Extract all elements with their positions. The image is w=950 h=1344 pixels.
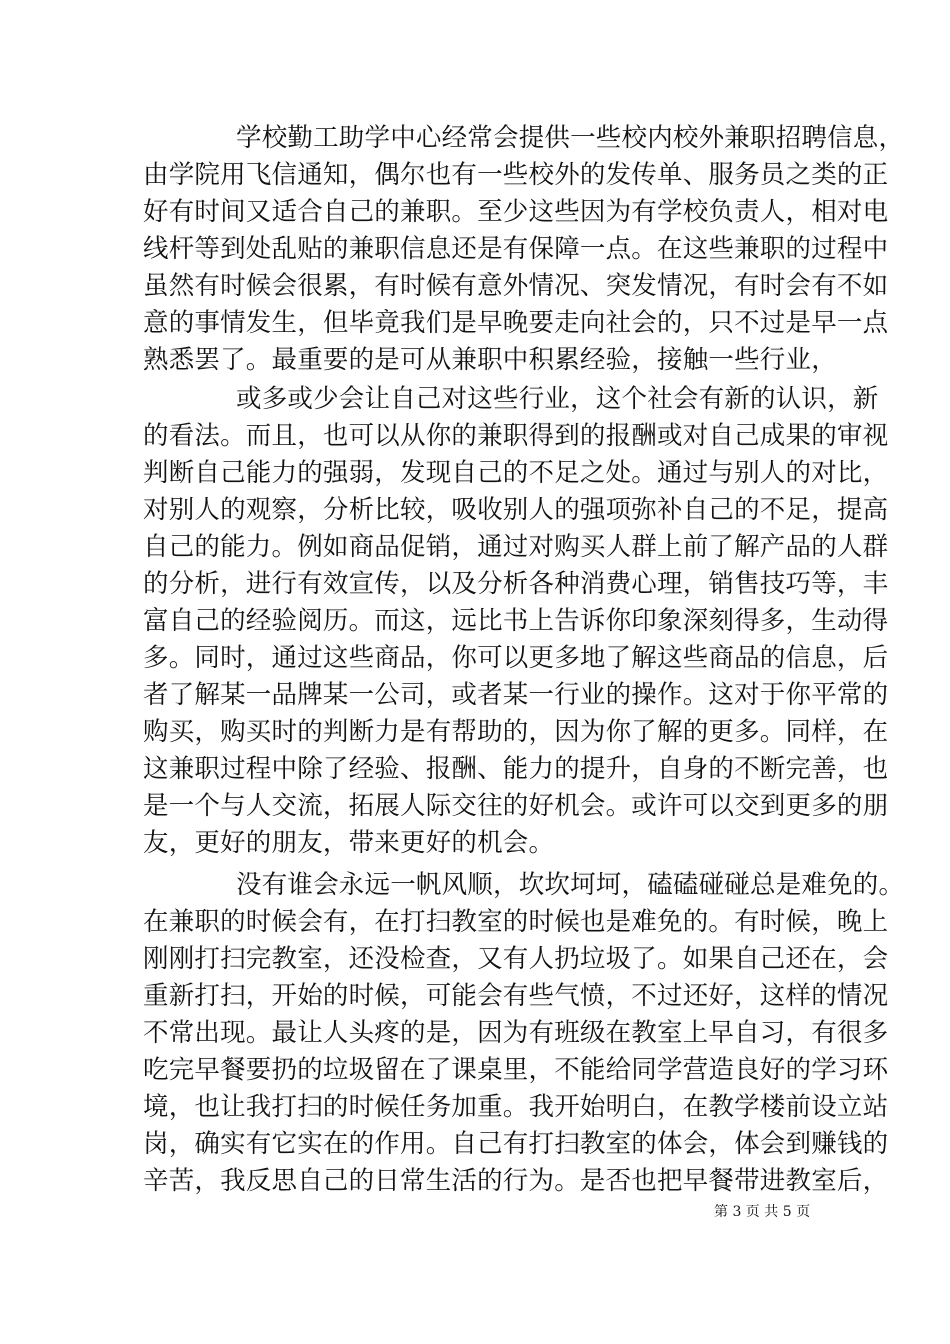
paragraph-2-line: 判断自己能力的强弱，发现自己的不足之处。通过与别人的对比， (143, 458, 889, 488)
paragraph-1-line: 熟悉罢了。最重要的是可从兼职中积累经验，接触一些行业， (143, 345, 837, 375)
paragraph-2-line: 这兼职过程中除了经验、报酬、能力的提升，自身的不断完善，也 (143, 754, 889, 784)
paragraph-3-line: 没有谁会永远一帆风顺，坎坎坷坷，磕磕碰碰总是难免的。 (236, 870, 905, 900)
paragraph-1-line: 学校勤工助学中心经常会提供一些校内校外兼职招聘信息， (236, 123, 905, 153)
paragraph-3-line: 吃完早餐要扔的垃圾留在了课桌里，不能给同学营造良好的学习环 (143, 1055, 889, 1085)
page-number-footer: 第 3 页 共 5 页 (714, 1204, 811, 1220)
paragraph-1-line: 虽然有时候会很累，有时候有意外情况、突发情况，有时会有不如 (143, 271, 889, 301)
paragraph-3-line: 不常出现。最让人头疼的是，因为有班级在教室上早自习，有很多 (143, 1018, 889, 1048)
paragraph-3-line: 在兼职的时候会有，在打扫教室的时候也是难免的。有时候，晚上 (143, 907, 889, 937)
paragraph-2-line: 友，更好的朋友，带来更好的机会。 (143, 828, 555, 858)
paragraph-2-line: 富自己的经验阅历。而这，远比书上告诉你印象深刻得多，生动得 (143, 606, 889, 636)
paragraph-2-line: 者了解某一品牌某一公司，或者某一行业的操作。这对于你平常的 (143, 680, 889, 710)
paragraph-2-line: 或多或少会让自己对这些行业，这个社会有新的认识，新 (236, 384, 879, 414)
paragraph-2-line: 的看法。而且，也可以从你的兼职得到的报酬或对自己成果的审视 (143, 421, 889, 451)
paragraph-3-line: 重新打扫，开始的时候，可能会有些气愤，不过还好，这样的情况 (143, 981, 889, 1011)
paragraph-1-line: 由学院用飞信通知，偶尔也有一些校外的发传单、服务员之类的正 (143, 160, 889, 190)
paragraph-1-line: 好有时间又适合自己的兼职。至少这些因为有学校负责人，相对电 (143, 197, 889, 227)
paragraph-1-line: 意的事情发生，但毕竟我们是早晚要走向社会的，只不过是早一点 (143, 308, 889, 338)
paragraph-3-line: 岗，确实有它实在的作用。自己有打扫教室的体会，体会到赚钱的 (143, 1129, 889, 1159)
paragraph-3-line: 境，也让我打扫的时候任务加重。我开始明白，在教学楼前设立站 (143, 1092, 889, 1122)
paragraph-2-line: 自己的能力。例如商品促销，通过对购买人群上前了解产品的人群 (143, 532, 889, 562)
paragraph-2-line: 的分析，进行有效宣传，以及分析各种消费心理，销售技巧等，丰 (143, 569, 889, 599)
paragraph-1-line: 线杆等到处乱贴的兼职信息还是有保障一点。在这些兼职的过程中 (143, 234, 889, 264)
paragraph-2-line: 多。同时，通过这些商品，你可以更多地了解这些商品的信息，后 (143, 643, 889, 673)
paragraph-2-line: 对别人的观察，分析比较，吸收别人的强项弥补自己的不足，提高 (143, 495, 889, 525)
paragraph-3-line: 刚刚打扫完教室，还没检查，又有人扔垃圾了。如果自己还在，会 (143, 944, 889, 974)
paragraph-2-line: 是一个与人交流，拓展人际交往的好机会。或许可以交到更多的朋 (143, 791, 889, 821)
paragraph-3-line: 辛苦，我反思自己的日常生活的行为。是否也把早餐带进教室后， (143, 1166, 889, 1196)
paragraph-2-line: 购买，购买时的判断力是有帮助的，因为你了解的更多。同样，在 (143, 717, 889, 747)
